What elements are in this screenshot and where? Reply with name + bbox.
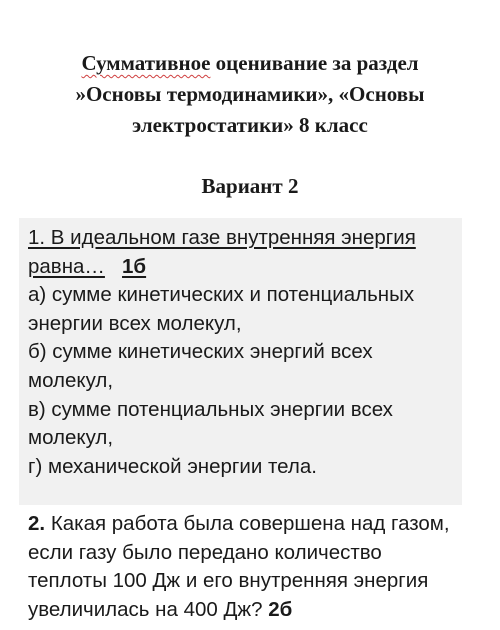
question-2-line-3: теплоты 100 Дж и его внутренняя энергия [28, 569, 429, 593]
question-1-stem-line-2: равна… [28, 254, 105, 278]
question-1-stem-line-1: 1. В идеальном газе внутренняя энергия [28, 226, 416, 249]
option-b-line-1: б) сумме кинетических энергий всех [28, 340, 373, 364]
question-2-line-1: Какая работа была совершена над газом, [50, 512, 450, 535]
title-word-spellcheck: Суммативное [81, 51, 211, 75]
title-line-1-rest: оценивание за раздел [215, 51, 419, 75]
option-c-line-1: в) сумме потенциальных энергии всех [28, 397, 393, 421]
question-1-points: 1б [122, 254, 147, 278]
question-2-line-2: если газу было передано количество [28, 540, 382, 564]
option-b-line-2: молекул, [28, 368, 114, 392]
option-a-line-1: а) сумме кинетических и потенциальных [28, 283, 415, 307]
document-title [0, 48, 500, 141]
question-2-number: 2. [28, 512, 46, 535]
option-a-line-2: энергии всех молекул, [28, 311, 242, 335]
question-1-block [19, 218, 462, 505]
title-line-2: »Основы термодинамики», «Основы [75, 82, 425, 106]
title-line-3: электростатики» 8 класс [132, 113, 368, 137]
question-2-block [28, 510, 468, 624]
variant-heading: Вариант 2 [201, 174, 299, 198]
question-2-points: 2б [268, 597, 293, 621]
question-2-line-4: увеличилась на 400 Дж? [28, 597, 263, 621]
option-c-line-2: молекул, [28, 426, 114, 450]
option-d-line-1: г) механической энергии тела. [28, 454, 317, 478]
